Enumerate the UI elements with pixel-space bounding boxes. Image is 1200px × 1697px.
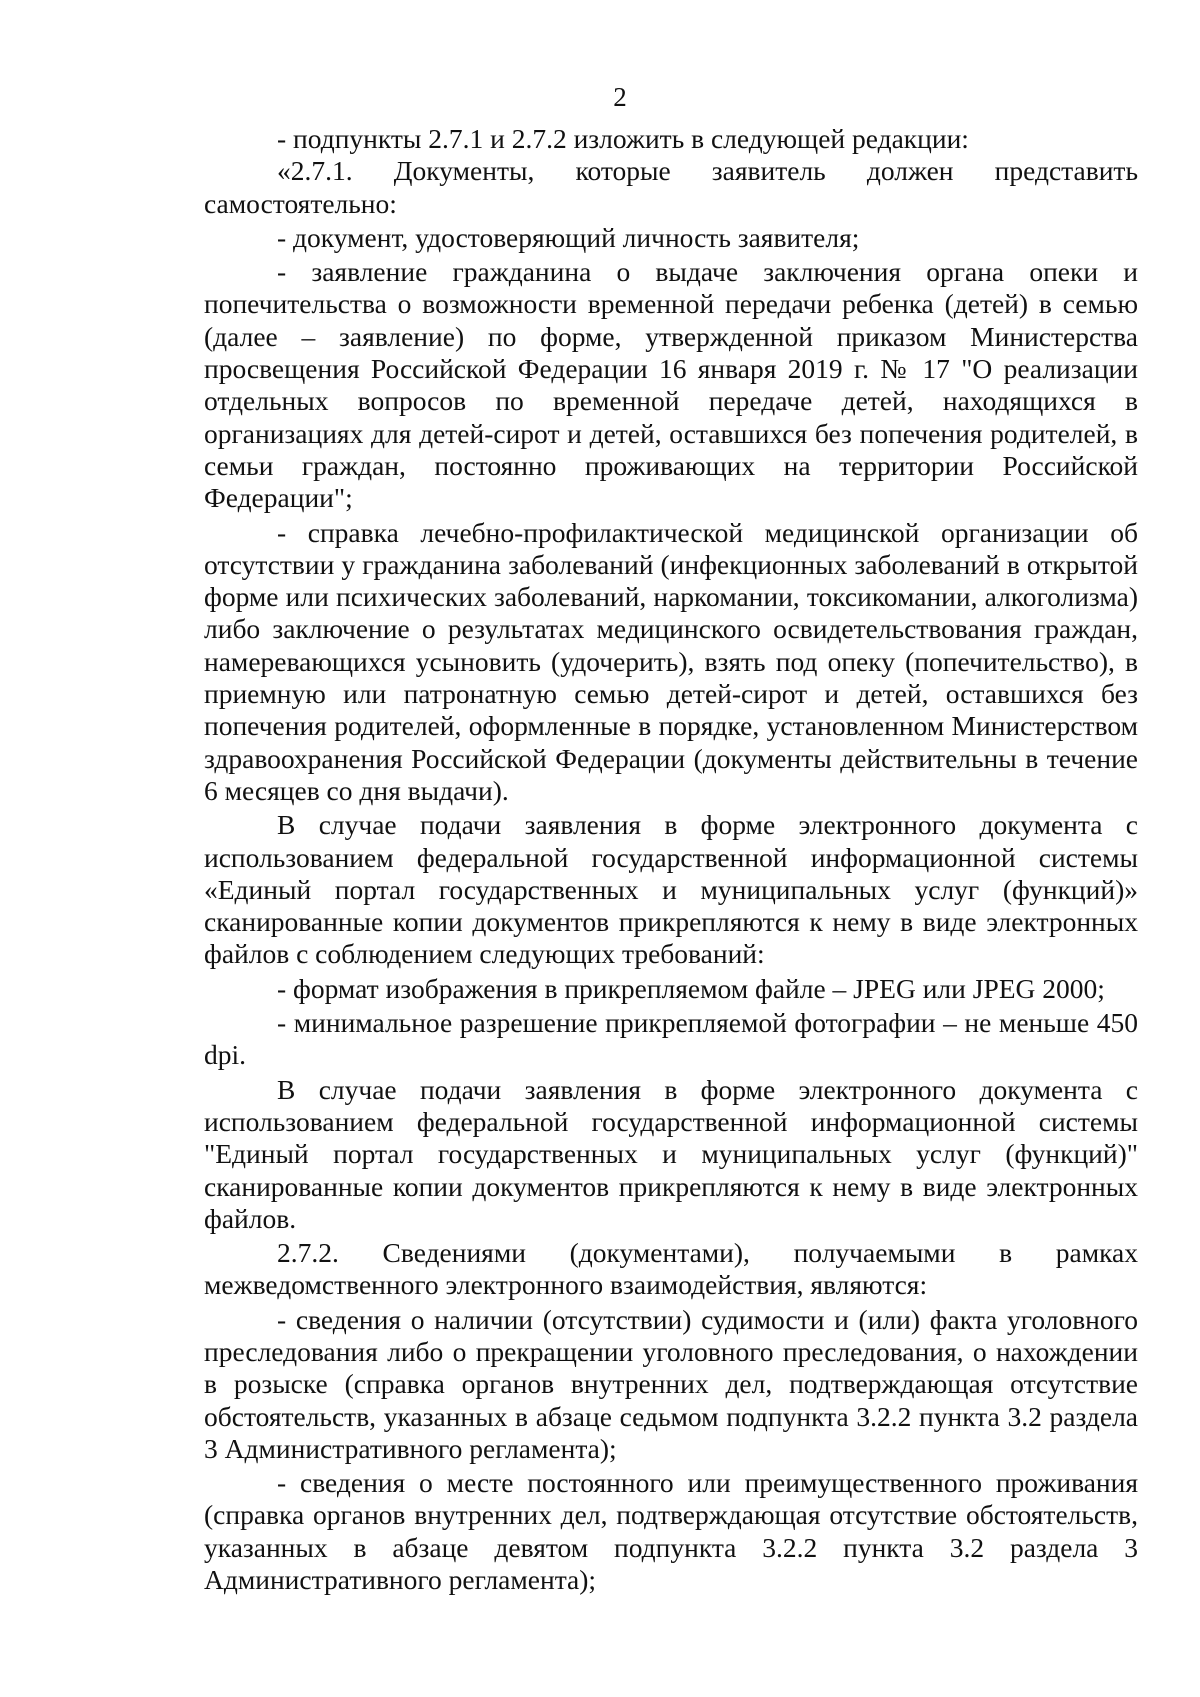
paragraph-2-7-2-heading: 2.7.2. Сведениями (документами), получаемыми в рамках межведомственного электронного взаимодействия, являются:	[204, 1237, 1138, 1301]
page-number: 2	[613, 82, 627, 112]
paragraph-identity-document: - документ, удостоверяющий личность заявителя;	[277, 221, 860, 253]
paragraph-image-format: - формат изображения в прикрепляемом файле – JPEG или JPEG 2000;	[277, 972, 1105, 1004]
paragraph-2-7-1-heading: «2.7.1. Документы, которые заявитель должен представить самостоятельно:	[204, 155, 1138, 219]
paragraph-resolution: - минимальное разрешение прикрепляемой фотографии – не меньше 450 dpi.	[204, 1007, 1138, 1071]
paragraph-medical-certificate: - справка лечебно-профилактической медицинской организации об отсутствии у гражданина заболеваний (инфекционных заболеваний в открытой форме или психических заболеваний, наркомании, токсикомании, алкоголизма) либо заключение о результатах медицинского освидетельствования граждан, намеревающихся усыновить (удочерить), взять под опеку (попечительство), в приемную или патронатную семью детей-сирот и детей, оставшихся без попечения родителей, оформленные в порядке, установленном Министерством здравоохранения Российской Федерации (документы действительны в течение 6 месяцев со дня выдачи).	[204, 516, 1138, 806]
paragraph-criminal-record: - сведения о наличии (отсутствии) судимости и (или) факта уголовного преследования либо о прекращении уголовного преследования, о нахождении в розыске (справка органов внутренних дел, подтверждающая отсутствие обстоятельств, указанных в абзаце седьмом подпункта 3.2.2 пункта 3.2 раздела 3 Административного регламента);	[204, 1303, 1138, 1464]
paragraph-electronic-submission: В случае подачи заявления в форме электронного документа с использованием федеральной государственной информационной системы «Единый портал государственных и муниципальных услуг (функций)» сканированные копии документов прикрепляются к нему в виде электронных файлов с соблюдением следующих требований:	[204, 809, 1138, 970]
paragraph-application: - заявление гражданина о выдаче заключения органа опеки и попечительства о возможности временной передачи ребенка (детей) в семью (далее – заявление) по форме, утвержденной приказом Министерства просвещения Российской Федерации 16 января 2019 г. № 17 "О реализации отдельных вопросов по временной передаче детей, находящихся в организациях для детей-сирот и детей, оставшихся без попечения родителей, в семьи граждан, постоянно проживающих на территории Российской Федерации";	[204, 256, 1138, 514]
document-body	[204, 123, 1138, 1596]
paragraph-electronic-submission-2: В случае подачи заявления в форме электронного документа с использованием федеральной государственной информационной системы "Единый портал государственных и муниципальных услуг (функций)" сканированные копии документов прикрепляются к нему в виде электронных файлов.	[204, 1073, 1138, 1234]
paragraph-intro: - подпункты 2.7.1 и 2.7.2 изложить в следующей редакции:	[277, 123, 969, 154]
paragraph-residence: - сведения о месте постоянного или преимущественного проживания (справка органов внутренних дел, подтверждающая отсутствие обстоятельств, указанных в абзаце девятом подпункта 3.2.2 пункта 3.2 раздела 3 Административного регламента);	[204, 1467, 1138, 1596]
